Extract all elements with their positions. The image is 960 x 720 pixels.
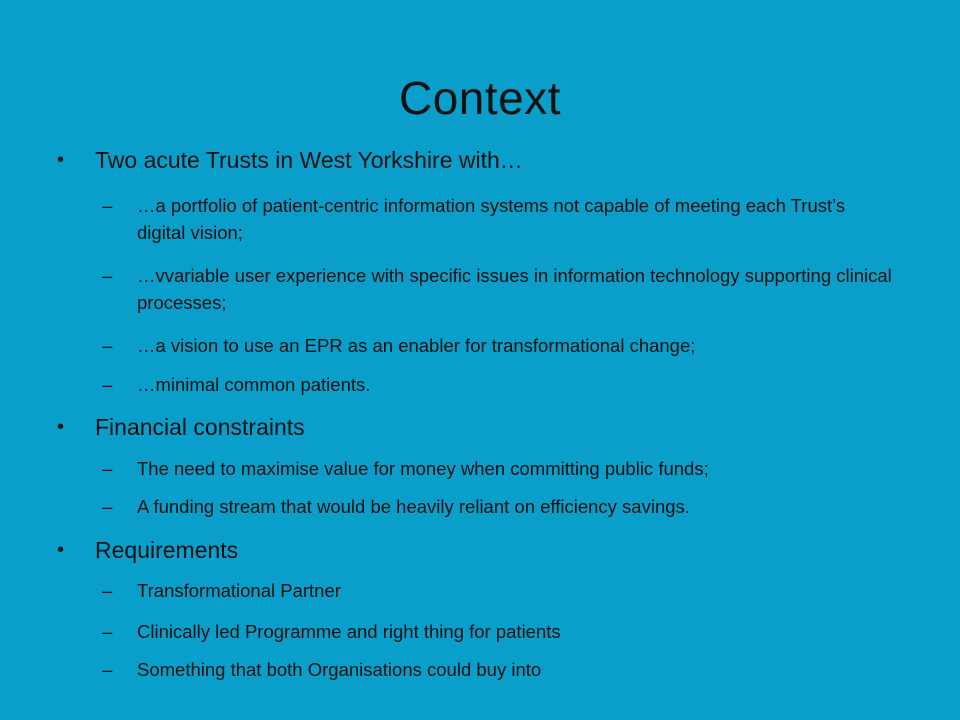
bullet-financial-constraints [57,413,305,441]
bullet-marker: • [57,149,65,171]
sub-bullet-both-organisations [102,656,897,683]
sub-bullet-value-for-money [102,455,897,482]
sub-bullet-clinically-led [102,618,897,645]
sub-bullet-text: …minimal common patients. [137,374,371,395]
sub-bullet-portfolio [102,192,897,246]
dash-marker: – [102,458,113,479]
sub-bullet-user-experience [102,262,897,316]
bullet-requirements [57,536,239,564]
dash-marker: – [102,496,113,517]
dash-marker: – [102,265,113,286]
bullet-text: Requirements [95,537,239,563]
bullet-marker: • [57,539,65,561]
bullet-text: Financial constraints [95,414,305,440]
bullet-text: Two acute Trusts in West Yorkshire with… [95,147,523,173]
bullet-two-acute-trusts [57,146,523,174]
dash-marker: – [102,621,113,642]
dash-marker: – [102,195,113,216]
dash-marker: – [102,335,113,356]
sub-bullet-epr-vision [102,332,897,359]
sub-bullet-text: Clinically led Programme and right thing for patients [137,621,561,642]
sub-bullet-text: A funding stream that would be heavily reliant on efficiency savings. [137,496,690,517]
sub-bullet-text: …a vision to use an EPR as an enabler for transformational change; [137,335,696,356]
sub-bullet-text: The need to maximise value for money when committing public funds; [137,458,709,479]
dash-marker: – [102,374,113,395]
dash-marker: – [102,659,113,680]
bullet-marker: • [57,416,65,438]
sub-bullet-text: Transformational Partner [137,580,341,601]
sub-bullet-funding-stream [102,493,897,520]
slide-title: Context [398,72,562,124]
sub-bullet-common-patients [102,371,897,398]
dash-marker: – [102,580,113,601]
sub-bullet-text: …a portfolio of patient-centric information systems not capable of meeting each Trust’s digital vision; [137,195,846,243]
sub-bullet-text: …vvariable user experience with specific issues in information technology supporting clinical processes; [137,265,892,313]
sub-bullet-transformational-partner [102,577,897,604]
sub-bullet-text: Something that both Organisations could buy into [137,659,542,680]
